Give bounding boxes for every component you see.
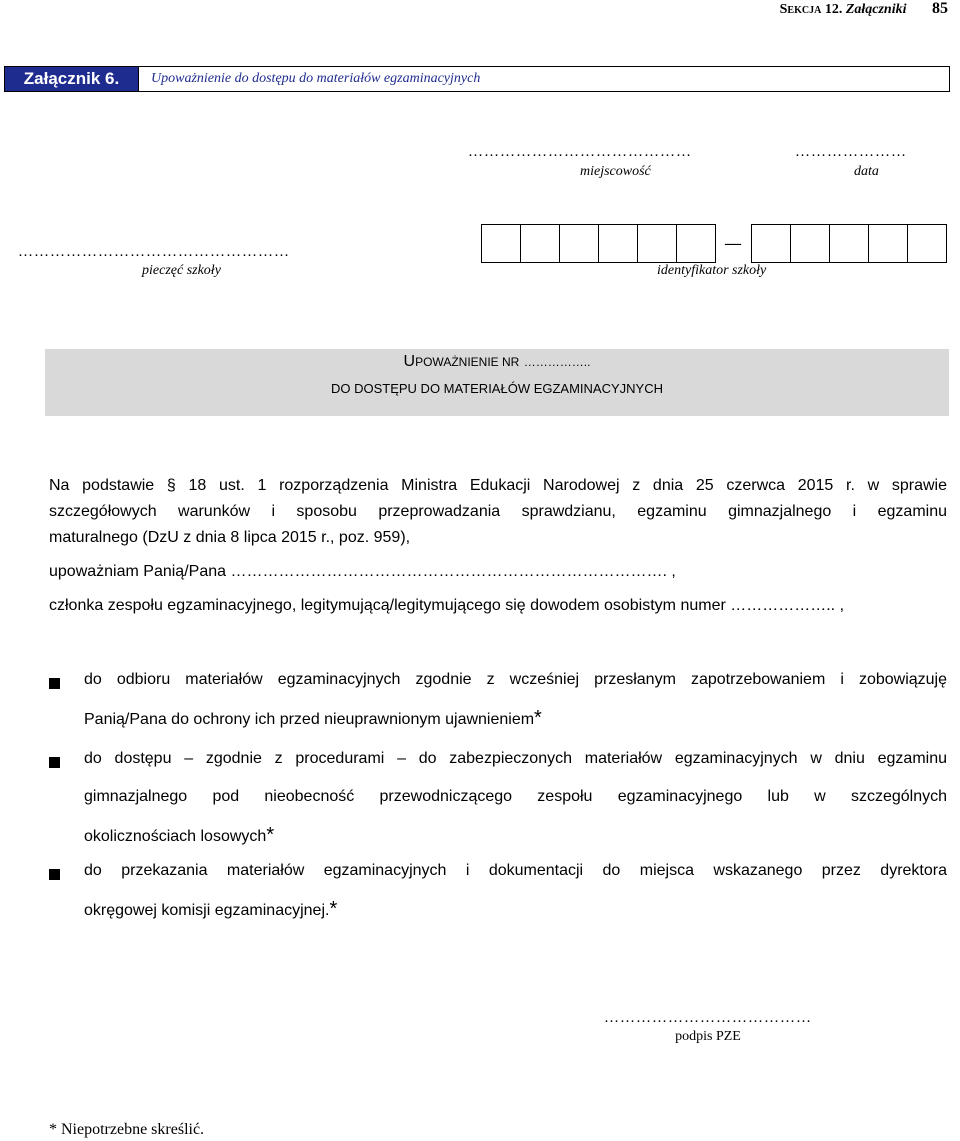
school-stamp-field: …………………………………………… [18,244,290,260]
place-field[interactable]: …………………………………… [468,144,692,160]
authorize-line: upoważniam Panią/Pana ………………………………………………………………………. , [49,563,676,580]
school-id-boxes[interactable] [481,224,946,263]
id-cell[interactable] [907,224,947,263]
title-subtitle: DO DOSTĘPU DO MATERIAŁÓW EGZAMINACYJNYCH [330,381,663,396]
date-field[interactable]: ………………… [795,144,907,160]
title-number-field: …………….. [523,355,591,369]
id-cell[interactable] [868,224,908,263]
bullet-line: okręgowej komisji egzaminacyjnej. [84,902,330,919]
section-label: Sekcja 12. [779,2,843,17]
id-cell[interactable] [598,224,638,263]
title-rest: POWAŻNIENIE NR [415,355,520,369]
paragraph-line: Na podstawie § 18 ust. 1 rozporządzenia Ministra Edukacji Narodowej z dnia 25 czerwca 2015 r. w sprawie [49,477,947,494]
paragraph-line: szczegółowych warunków i sposobu przeprowadzania sprawdzianu, egzaminu gimnazjalnego i egzaminu [49,503,947,520]
bullet-square-icon [49,678,60,689]
paragraph-line: maturalnego (DzU z dnia 8 lipca 2015 r., poz. 959), [49,529,411,546]
annex-title: Upoważnienie do dostępu do materiałów egzaminacyjnych [151,71,481,86]
annex-label: Załącznik 6. [5,67,139,91]
page-header [780,0,948,18]
id-cell[interactable] [637,224,677,263]
bullet-item [49,862,947,930]
bullet-line: okolicznościach losowych [84,828,267,845]
bullet-square-icon [49,869,60,880]
document-title [45,349,949,416]
date-caption: data [854,164,879,179]
bullet-line: Panią/Pana do ochrony ich przed nieuprawnionym ujawnieniem [84,711,535,728]
member-line: członka zespołu egzaminacyjnego, legitymującą/legitymującego się dowodem osobistym numer ……………….. , [49,597,845,614]
bullet-square-icon [49,757,60,768]
footnote-star: * [329,898,338,920]
school-stamp-caption: pieczęć szkoły [142,263,221,278]
bullet-item [49,750,947,856]
title-initial: U [403,353,416,370]
footnote: * Niepotrzebne skreślić. [49,1121,205,1138]
signature-caption: podpis PZE [675,1029,741,1044]
school-id-caption: identyfikator szkoły [657,263,767,278]
signature-field[interactable]: ………………………………… [604,1010,812,1026]
id-cell[interactable] [559,224,599,263]
bullet-line: do dostępu – zgodnie z procedurami – do zabezpieczonych materiałów egzaminacyjnych w dniu egzaminu [84,750,947,767]
footnote-star: * [534,707,542,729]
id-cell[interactable] [676,224,716,263]
id-cell[interactable] [751,224,791,263]
annex-header [4,66,950,92]
page-number: 85 [932,0,948,17]
id-cell[interactable] [790,224,830,263]
bullet-line: gimnazjalnego pod nieobecność przewodniczącego zespołu egzaminacyjnego lub w szczególnych [84,788,947,805]
bullet-line: do przekazania materiałów egzaminacyjnych i dokumentacji do miejsca wskazanego przez dyrektora [84,862,947,879]
id-cell[interactable] [520,224,560,263]
id-cell[interactable] [829,224,869,263]
bullet-line: do odbioru materiałów egzaminacyjnych zgodnie z wcześniej przesłanym zapotrzebowaniem i zobowiązuję [84,671,947,688]
signature-block [598,1010,818,1045]
place-caption: miejscowość [580,164,651,179]
section-title: Załączniki [845,2,907,17]
id-cell[interactable] [481,224,521,263]
bullet-item [49,671,947,739]
legal-basis-paragraph [49,473,947,551]
id-separator: — [725,234,741,252]
footnote-star: * [266,824,275,846]
